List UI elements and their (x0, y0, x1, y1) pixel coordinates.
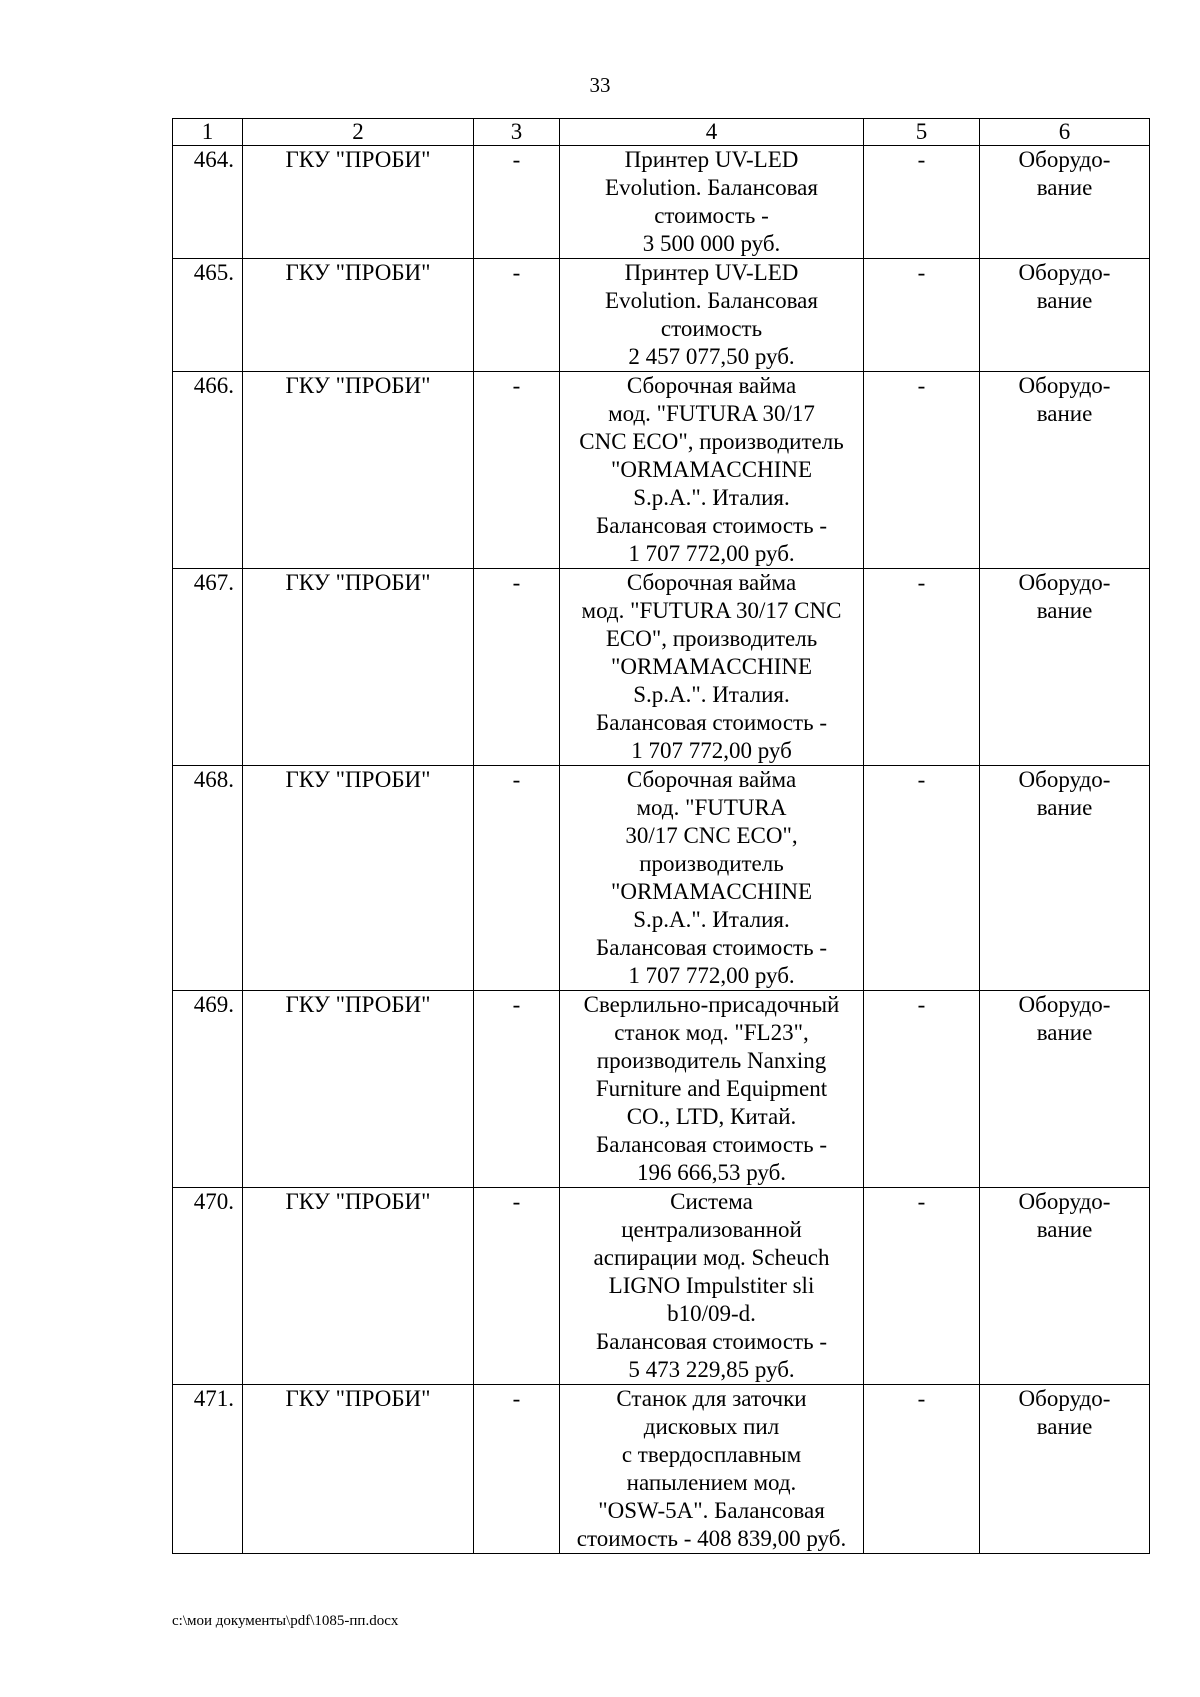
property-kind-cell (980, 991, 1150, 1188)
description-line: стоимость (660, 316, 763, 341)
property-kind-line: вание (1036, 401, 1093, 426)
description-line: Сборочная вайма (626, 570, 797, 595)
table-row (173, 766, 1150, 991)
header-cell-5: 5 (864, 119, 980, 146)
header-cell-2: 2 (243, 119, 474, 146)
organization-cell: ГКУ "ПРОБИ" (243, 372, 474, 569)
property-kind-line: Оборудо- (1018, 767, 1111, 792)
header-cell-6: 6 (980, 119, 1150, 146)
description-line: 30/17 CNC ECO", (625, 823, 798, 848)
property-kind-cell (980, 146, 1150, 259)
description-line: Балансовая стоимость - (596, 935, 827, 960)
column-5-cell: - (864, 991, 980, 1188)
property-kind-line: Оборудо- (1018, 147, 1111, 172)
description-line: S.p.A.". Италия. (633, 485, 790, 510)
description-line: CO., LTD, Китай. (626, 1104, 797, 1129)
description-line: 1 707 772,00 руб. (628, 963, 795, 988)
description-line: 5 473 229,85 руб. (628, 1357, 795, 1382)
property-kind-line: Оборудо- (1018, 1189, 1111, 1214)
column-5-cell: - (864, 372, 980, 569)
column-5-cell: - (864, 569, 980, 766)
header-cell-3: 3 (474, 119, 560, 146)
column-3-cell: - (474, 766, 560, 991)
description-line: Evolution. Балансовая (605, 175, 818, 200)
description-line: 3 500 000 руб. (642, 231, 781, 256)
column-3-cell: - (474, 259, 560, 372)
description-line: 1 707 772,00 руб. (628, 541, 795, 566)
description-line: напылением мод. (626, 1470, 797, 1495)
organization-cell: ГКУ "ПРОБИ" (243, 766, 474, 991)
column-5-cell: - (864, 259, 980, 372)
description-line: 2 457 077,50 руб. (628, 344, 795, 369)
description-line: Балансовая стоимость - (596, 513, 827, 538)
description-line: Принтер UV-LED (624, 260, 799, 285)
row-number-cell: 465. (173, 259, 243, 372)
column-3-cell: - (474, 991, 560, 1188)
organization-cell: ГКУ "ПРОБИ" (243, 1188, 474, 1385)
column-5-cell: - (864, 146, 980, 259)
description-line: CNC ECO", производитель (579, 429, 844, 454)
table-row (173, 1188, 1150, 1385)
property-kind-line: вание (1036, 598, 1093, 623)
description-line: централизованной (621, 1217, 802, 1242)
property-kind-line: Оборудо- (1018, 992, 1111, 1017)
description-cell (560, 991, 864, 1188)
description-line: Сборочная вайма (626, 373, 797, 398)
property-kind-line: вание (1036, 1020, 1093, 1045)
description-line: Evolution. Балансовая (605, 288, 818, 313)
description-cell (560, 569, 864, 766)
table-row (173, 146, 1150, 259)
table-row (173, 259, 1150, 372)
organization-cell: ГКУ "ПРОБИ" (243, 569, 474, 766)
description-line: Балансовая стоимость - (596, 1132, 827, 1157)
description-line: производитель (639, 851, 784, 876)
description-line: Сверлильно-присадочный (583, 992, 840, 1017)
table-row (173, 372, 1150, 569)
description-cell (560, 259, 864, 372)
description-line: мод. "FUTURA 30/17 CNC (581, 598, 842, 623)
property-kind-line: вание (1036, 795, 1093, 820)
column-5-cell: - (864, 766, 980, 991)
description-line: "ORMAMACCHINE (610, 457, 813, 482)
description-line: станок мод. "FL23", (614, 1020, 809, 1045)
property-kind-line: вание (1036, 1414, 1093, 1439)
table-header-row (173, 119, 1150, 146)
property-kind-line: Оборудо- (1018, 570, 1111, 595)
row-number-cell: 468. (173, 766, 243, 991)
description-line: "ORMAMACCHINE (610, 879, 813, 904)
page-number: 33 (589, 73, 611, 97)
description-line: Балансовая стоимость - (596, 710, 827, 735)
property-kind-cell (980, 259, 1150, 372)
table-row (173, 991, 1150, 1188)
description-line: Станок для заточки (616, 1386, 807, 1411)
description-line: S.p.A.". Италия. (633, 907, 790, 932)
organization-cell: ГКУ "ПРОБИ" (243, 146, 474, 259)
row-number-cell: 466. (173, 372, 243, 569)
table-row (173, 569, 1150, 766)
description-line: Система (670, 1189, 753, 1214)
column-3-cell: - (474, 372, 560, 569)
description-line: дисковых пил (643, 1414, 780, 1439)
property-kind-line: Оборудо- (1018, 373, 1111, 398)
description-line: стоимость - 408 839,00 руб. (576, 1526, 847, 1551)
row-number-cell: 470. (173, 1188, 243, 1385)
description-line: "ORMAMACCHINE (610, 654, 813, 679)
property-kind-cell (980, 372, 1150, 569)
row-number-cell: 467. (173, 569, 243, 766)
row-number-cell: 464. (173, 146, 243, 259)
organization-cell: ГКУ "ПРОБИ" (243, 991, 474, 1188)
column-5-cell: - (864, 1385, 980, 1554)
description-line: S.p.A.". Италия. (633, 682, 790, 707)
description-cell (560, 372, 864, 569)
header-cell-4: 4 (560, 119, 864, 146)
column-3-cell: - (474, 1188, 560, 1385)
table-row (173, 1385, 1150, 1554)
property-kind-cell (980, 569, 1150, 766)
property-kind-line: Оборудо- (1018, 1386, 1111, 1411)
property-kind-cell (980, 1385, 1150, 1554)
column-5-cell: - (864, 1188, 980, 1385)
organization-cell: ГКУ "ПРОБИ" (243, 1385, 474, 1554)
description-cell (560, 146, 864, 259)
description-line: Сборочная вайма (626, 767, 797, 792)
description-line: мод. "FUTURA 30/17 (608, 401, 815, 426)
column-3-cell: - (474, 146, 560, 259)
footer-file-path: c:\мои документы\pdf\1085-пп.docx (172, 1613, 399, 1629)
description-line: "OSW-5A". Балансовая (598, 1498, 825, 1523)
description-line: b10/09-d. (667, 1301, 756, 1326)
description-line: с твердосплавным (621, 1442, 802, 1467)
row-number-cell: 471. (173, 1385, 243, 1554)
description-line: LIGNO Impulstiter sli (608, 1273, 815, 1298)
description-cell (560, 766, 864, 991)
property-kind-line: Оборудо- (1018, 260, 1111, 285)
description-line: Балансовая стоимость - (596, 1329, 827, 1354)
property-kind-line: вание (1036, 288, 1093, 313)
column-3-cell: - (474, 1385, 560, 1554)
description-line: 196 666,53 руб. (636, 1160, 787, 1185)
property-table (172, 118, 1150, 1554)
description-line: производитель Nanxing (596, 1048, 827, 1073)
organization-cell: ГКУ "ПРОБИ" (243, 259, 474, 372)
row-number-cell: 469. (173, 991, 243, 1188)
description-cell (560, 1188, 864, 1385)
description-line: 1 707 772,00 руб (631, 738, 792, 763)
property-kind-line: вание (1036, 1217, 1093, 1242)
description-line: Furniture and Equipment (595, 1076, 828, 1101)
description-line: аспирации мод. Scheuch (593, 1245, 830, 1270)
column-3-cell: - (474, 569, 560, 766)
description-cell (560, 1385, 864, 1554)
description-line: стоимость - (654, 203, 769, 228)
description-line: ECO", производитель (605, 626, 818, 651)
property-kind-cell (980, 1188, 1150, 1385)
description-line: Принтер UV-LED (624, 147, 799, 172)
property-kind-line: вание (1036, 175, 1093, 200)
property-kind-cell (980, 766, 1150, 991)
header-cell-1: 1 (173, 119, 243, 146)
description-line: мод. "FUTURA (636, 795, 787, 820)
